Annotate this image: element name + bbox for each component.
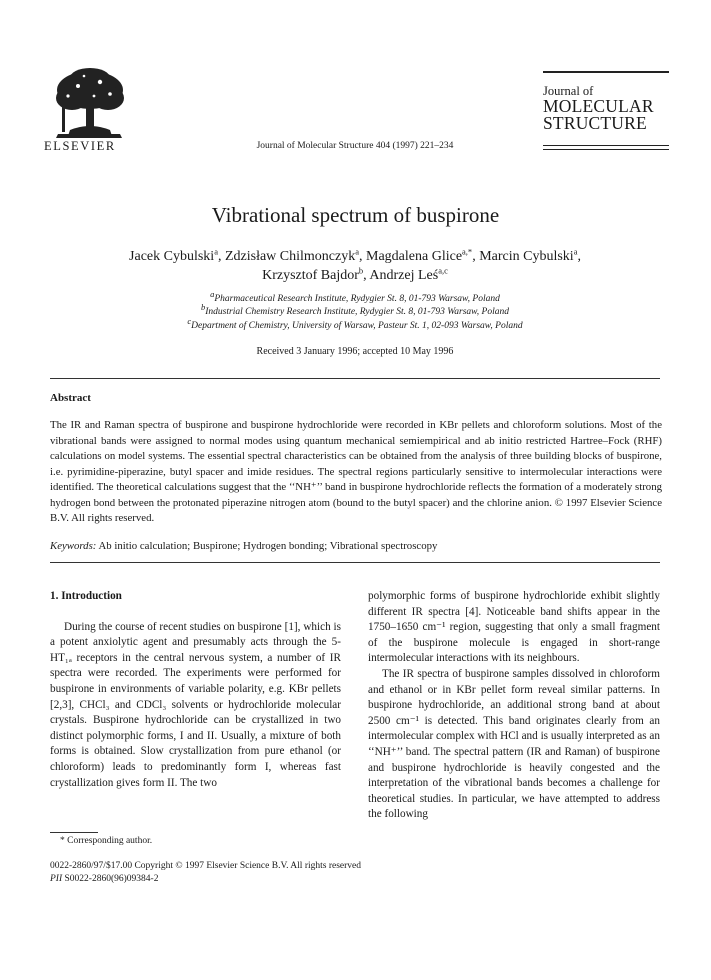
affiliation-line <box>100 315 610 333</box>
affiliation-mark: b <box>201 302 206 313</box>
keywords-label: Keywords: <box>50 540 97 552</box>
body-column-left <box>50 589 341 791</box>
elsevier-tree-logo <box>50 68 130 140</box>
author-name: Andrzej Leś <box>369 268 439 283</box>
footnote-rule <box>50 832 98 833</box>
author-name: Jacek Cybulski <box>129 249 215 264</box>
affiliation-text: Industrial Chemistry Research Institute, Rydygier St. 8, 01-793 Warsaw, Poland <box>205 307 509 318</box>
journal-masthead-rule-top <box>543 71 669 73</box>
pii-value: S0022-2860(96)09384-2 <box>64 873 159 884</box>
section-heading: 1. Introduction <box>50 590 122 602</box>
received-dates: Received 3 January 1996; accepted 10 May 1996 <box>256 346 454 357</box>
affiliation-text: Pharmaceutical Research Institute, Rydygier St. 8, 01-793 Warsaw, Poland <box>214 294 500 304</box>
journal-name-line-3: STRUCTURE <box>543 113 647 133</box>
publisher-name: ELSEVIER <box>44 139 116 153</box>
copyright-block <box>50 860 361 885</box>
affiliation-list <box>100 288 610 333</box>
author-affiliation-mark: a <box>573 246 578 257</box>
pii-line <box>50 873 361 886</box>
abstract-text: The IR and Raman spectra of buspirone and buspirone hydrochloride were recorded in KBr pellets and chloroform solutions. Most of the vibrational bands were assigned to normal modes using quantum mechanical semiempirical and ab initio restricted Hartree–Fock (RHF) calculations on model systems. The essential spectral characteristics can be obtained from the analysis of three building blocks of buspirone, i.e. pyrimidine-piperazine, butyl spacer and imide residues. The spectral regions particularly sensitive to intermolecular interactions were identified. The theoretical calculations suggest that the ‘‘NH⁺’’ band in buspirone hydrochloride reflects the formation of a moderately strong hydrogen bond between the protonated piperazine nitrogen atom (bound to the butyl spacer) and the chlorine anion. © 1997 Elsevier Science B.V. All rights reserved. <box>50 419 662 524</box>
journal-name-line-2: MOLECULAR <box>543 96 654 116</box>
author-affiliation-mark: a,c <box>438 265 448 276</box>
affiliation-mark: a <box>210 288 215 299</box>
body-paragraph: The IR spectra of buspirone samples dissolved in chloroform and ethanol or in KBr pellet form reveal similar patterns. In buspirone hydrochloride, an additional strong band at about 2500 cm⁻¹ is detected. This band originates clearly from an intermolecular complex with HCl and is usually interpreted as an ‘‘NH⁺’’ band. The spectral pattern (IR and Raman) of buspirone and buspirone hydrochloride is heavily congested and the interpretation of the vibrational bands becomes a challenge for theoretical studies. In particular, we have attempted to address the following <box>368 667 660 821</box>
author-name: Magdalena Glice <box>366 249 463 264</box>
author-name: Krzysztof Bajdor <box>262 268 359 283</box>
corresponding-author-footnote: * Corresponding author. <box>60 836 153 846</box>
journal-masthead <box>543 84 669 132</box>
affiliation-text: Department of Chemistry, University of Warsaw, Pasteur St. 1, 02-093 Warsaw, Poland <box>191 320 523 331</box>
author-affiliation-mark: a,* <box>462 246 473 257</box>
affiliation-line <box>100 288 610 306</box>
abstract-rule-top <box>50 378 660 379</box>
body-paragraph: During the course of recent studies on buspirone [1], which is a potent anxiolytic agent and presumably acts through the 5-HT₁ₐ receptors in the central nervous system, a number of IR spectra were recorded. The experiments were performed for buspirone in environments of variable polarity, e.g. KBr pellets [2,3], CHCl₃ and CDCl₃ solvents or hydrochloride molecular crystals. Buspirone hydrochloride can be crystallized in two distinct polymorphic forms, I and II. Usually, a mixture of both forms is obtained. Slow crystallization from pure ethanol (or chloroform) leads to predominantly form I, whereas fast crystallization gives form II. The two <box>50 620 341 789</box>
author-name: Zdzisław Chilmonczyk <box>224 249 356 264</box>
keywords <box>50 540 662 552</box>
abstract-heading: Abstract <box>50 392 91 404</box>
author-name: Marcin Cybulski <box>479 249 574 264</box>
body-paragraph: polymorphic forms of buspirone hydrochloride exhibit slightly different IR spectra [4]. Noticeable band shifts appear in the 1750–1650 cm⁻¹ region, suggesting that only a small fragment of the buspirone molecule is engaged in short-range intermolecular interactions with its neighbours. <box>368 590 660 665</box>
pii-label: PII <box>50 873 63 884</box>
keywords-text: Ab initio calculation; Buspirone; Hydrogen bonding; Vibrational spectroscopy <box>98 540 438 552</box>
journal-masthead-rule-bottom-2 <box>543 149 669 150</box>
affiliation-line <box>100 302 610 319</box>
journal-name-line-1: Journal of <box>543 84 594 98</box>
journal-citation: Journal of Molecular Structure 404 (1997) 221–234 <box>256 141 454 151</box>
journal-masthead-rule-bottom <box>543 145 669 146</box>
body-column-right <box>368 589 660 823</box>
author-affiliation-mark: b <box>358 265 364 276</box>
author-affiliation-mark: a <box>214 246 218 257</box>
copyright-line: 0022-2860/97/$17.00 Copyright © 1997 Elsevier Science B.V. All rights reserved <box>50 861 362 871</box>
article-title: Vibrational spectrum of buspirone <box>211 203 500 227</box>
affiliation-mark: c <box>187 315 192 326</box>
abstract-rule-bottom <box>50 562 660 563</box>
author-affiliation-mark: a <box>355 246 360 257</box>
author-list: Jacek Cybulski$^a$, Zdzisław Chilmonczyk$^a$, Magdalena Glice$^{a,*}$, Marcin Cybulski$^a$, Krzysztof Bajdor$^b$, Andrzej Leś$^{a,c}$ <box>129 246 581 283</box>
